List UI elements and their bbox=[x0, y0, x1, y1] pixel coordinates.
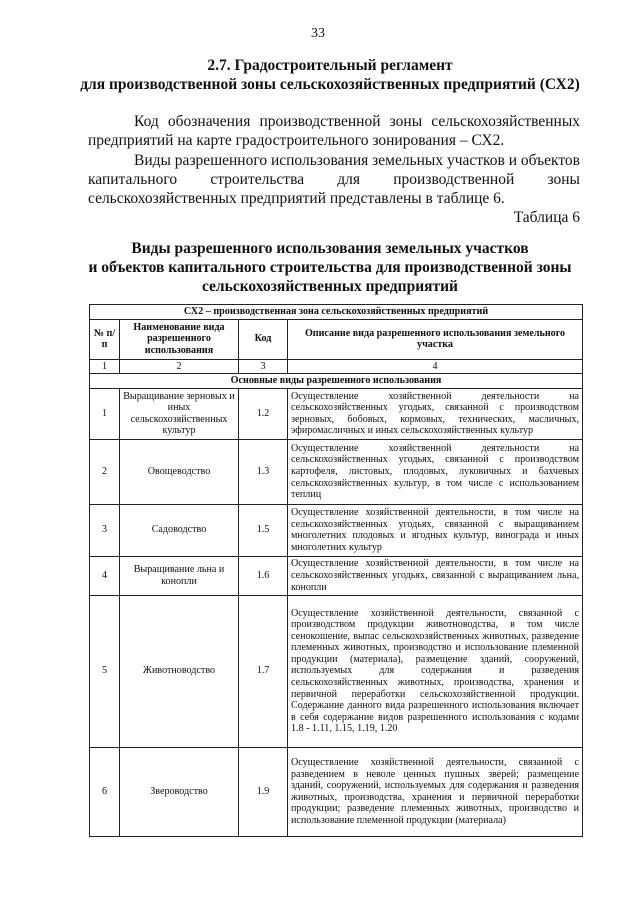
row-description: Осуществление хозяйственной деятельности, в том числе на сельскохозяйственных угодьях, связанной с выращиванием льна, конопли bbox=[288, 556, 583, 595]
row-number: 2 bbox=[90, 439, 120, 504]
section-heading-line1: 2.7. Градостроительный регламент bbox=[207, 57, 453, 74]
row-number: 6 bbox=[90, 747, 120, 836]
row-number: 1 bbox=[90, 388, 120, 439]
zone-header-row bbox=[90, 305, 583, 320]
paragraph-line3: сельскохозяйственных предприятий представлены в таблице 6. bbox=[88, 190, 505, 207]
table-title-line1: Виды разрешенного использования земельных участков bbox=[131, 240, 529, 257]
table-row bbox=[90, 504, 583, 556]
row-use-name: Выращивание зерновых и иных сельскохозяйственных культур bbox=[120, 388, 239, 439]
table-title bbox=[70, 239, 590, 296]
page-number: 33 bbox=[311, 26, 325, 41]
section-heading-line2: для производственной зоны сельскохозяйственных предприятий (СХ2) bbox=[80, 76, 580, 93]
row-code: 1.2 bbox=[239, 388, 288, 439]
table-row bbox=[90, 388, 583, 439]
row-number: 3 bbox=[90, 504, 120, 556]
row-use-name: Садоводство bbox=[120, 504, 239, 556]
paragraph-zone-code: Код обозначения производственной зоны сельскохозяйственных предприятий на карте градостроительного зонирования – СХ2. bbox=[88, 113, 580, 149]
column-header-row bbox=[90, 319, 583, 359]
col-header-number: № п/п bbox=[90, 319, 120, 359]
word: строительства bbox=[210, 171, 305, 188]
col-header-description: Описание вида разрешенного использования земельного участка bbox=[288, 319, 583, 359]
col-header-name: Наименование вида разрешенного использования bbox=[120, 319, 239, 359]
row-description: Осуществление хозяйственной деятельности, связанной с разведением в неволе ценных пушных зверей; размещение зданий, сооружений, используемых для содержания и разведения животных, производства, хранения и первичной переработки продукции; разведение племенных животных, производство и использование племенной продукции (материала) bbox=[288, 747, 583, 836]
table-row bbox=[90, 595, 583, 747]
row-use-name: Овощеводство bbox=[120, 439, 239, 504]
section-heading bbox=[60, 56, 600, 94]
word: производственной bbox=[393, 171, 515, 188]
row-description: Осуществление хозяйственной деятельности на сельскохозяйственных угодьях, связанной с производством картофеля, листовых, плодовых, луковичных и бахчевых сельскохозяйственных культур, в том числе с использованием теплиц bbox=[288, 439, 583, 504]
row-code: 1.7 bbox=[239, 595, 288, 747]
row-code: 1.9 bbox=[239, 747, 288, 836]
table-title-line3: сельскохозяйственных предприятий bbox=[201, 278, 458, 295]
regulation-table bbox=[89, 304, 583, 837]
table-row bbox=[90, 439, 583, 504]
column-number-row bbox=[90, 359, 583, 374]
col-number-cell: 1 bbox=[90, 359, 120, 374]
row-description: Осуществление хозяйственной деятельности, связанной с производством продукции животноводства, в том числе сенокошение, выпас сельскохозяйственных животных, разведение племенных животных, производство и использование племенной продукции (материала), размещение зданий, сооружений, используемых для содержания и разведения сельскохозяйственных животных, производства, хранения и первичной переработки сельскохозяйственной продукции. Содержание данного вида разрешенного использования включает в себя содержание видов разрешенного использования с кодами 1.8 - 1.11, 1.15, 1.19, 1.20 bbox=[288, 595, 583, 747]
row-use-name: Животноводство bbox=[120, 595, 239, 747]
table-title-line2: и объектов капитального строительства для производственной зоны bbox=[88, 259, 572, 276]
word: для bbox=[337, 171, 361, 188]
col-number-cell: 4 bbox=[288, 359, 583, 374]
table-row bbox=[90, 747, 583, 836]
paragraph-line2 bbox=[88, 170, 580, 189]
row-code: 1.3 bbox=[239, 439, 288, 504]
row-description: Осуществление хозяйственной деятельности, в том числе на сельскохозяйственных угодьях, связанной с выращиванием многолетних плодовых и ягодных культур, винограда и иных многолетних культур bbox=[288, 504, 583, 556]
word: капитального bbox=[88, 171, 178, 188]
paragraph-line1: Виды разрешенного использования земельных участков и объектов bbox=[134, 152, 581, 169]
word: зоны bbox=[547, 171, 580, 188]
paragraph-permitted-uses bbox=[88, 151, 580, 208]
row-code: 1.5 bbox=[239, 504, 288, 556]
row-use-name: Выращивание льна и конопли bbox=[120, 556, 239, 595]
table-caption: Таблица 6 bbox=[513, 209, 580, 226]
row-use-name: Звероводство bbox=[120, 747, 239, 836]
col-header-code: Код bbox=[239, 319, 288, 359]
zone-header-cell: СХ2 – производственная зона сельскохозяйственных предприятий bbox=[90, 305, 583, 320]
table-row bbox=[90, 556, 583, 595]
row-number: 5 bbox=[90, 595, 120, 747]
section-label-cell: Основные виды разрешенного использования bbox=[90, 374, 583, 389]
row-code: 1.6 bbox=[239, 556, 288, 595]
row-number: 4 bbox=[90, 556, 120, 595]
col-number-cell: 2 bbox=[120, 359, 239, 374]
section-label-row bbox=[90, 374, 583, 389]
col-number-cell: 3 bbox=[239, 359, 288, 374]
row-description: Осуществление хозяйственной деятельности на сельскохозяйственных угодьях, связанной с производством зерновых, бобовых, кормовых, технических, масличных, эфиромасличных и иных сельскохозяйственных культур bbox=[288, 388, 583, 439]
